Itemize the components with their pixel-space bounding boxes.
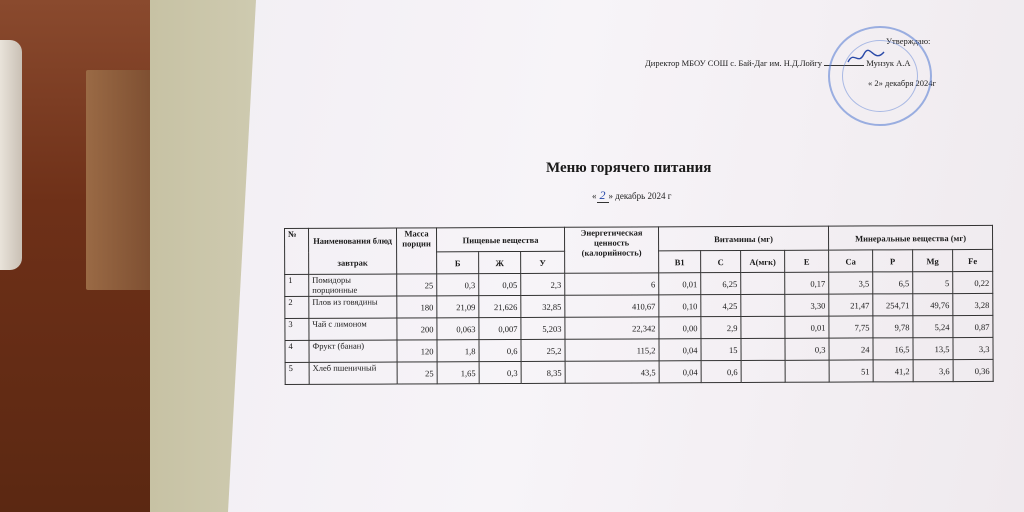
header-vitamins: Витамины (мг): [658, 226, 828, 251]
stamp-seal: [828, 26, 932, 126]
cell-p: 16,5: [873, 338, 913, 360]
cell-b1: 0,04: [659, 361, 701, 383]
header-sub: C: [701, 251, 741, 273]
cell-fe: 0,36: [953, 359, 993, 381]
cell-b1: 0,01: [659, 273, 701, 295]
cell-energy: 43,5: [565, 361, 659, 383]
cell-b: 0,3: [437, 274, 479, 296]
cell-b1: 0,04: [659, 339, 701, 361]
cell-e: 0,01: [785, 316, 829, 338]
cell-c: 2,9: [701, 317, 741, 339]
cell-ca: 51: [829, 360, 873, 382]
cell-mass: 180: [397, 296, 437, 318]
cell-ca: 7,75: [829, 316, 873, 338]
approve-label: Утверждаю:: [886, 36, 931, 46]
cell-num: 5: [285, 362, 309, 384]
cell-num: 3: [285, 318, 309, 340]
menu-table: [284, 225, 994, 385]
cell-u: 2,3: [521, 273, 565, 295]
cell-zh: 0,007: [479, 317, 521, 339]
cell-p: 6,5: [873, 272, 913, 294]
cell-num: 2: [285, 296, 309, 318]
header-sub: Mg: [913, 250, 953, 272]
cell-mg: 49,76: [913, 294, 953, 316]
cell-p: 254,71: [873, 294, 913, 316]
cell-zh: 0,6: [479, 339, 521, 361]
cell-b: 1,65: [437, 362, 479, 384]
cell-e: 0,3: [785, 338, 829, 360]
date-close-quote: »: [608, 191, 613, 201]
cell-c: 6,25: [701, 273, 741, 295]
date-open-quote: «: [592, 191, 597, 201]
cell-mg: 13,5: [913, 338, 953, 360]
cell-energy: 410,67: [565, 295, 659, 317]
cell-ca: 21,47: [829, 294, 873, 316]
table-row: [285, 293, 993, 318]
header-nutrients: Пищевые вещества: [437, 227, 565, 252]
cell-e: [785, 360, 829, 382]
cell-e: 3,30: [785, 294, 829, 316]
cell-mg: 3,6: [913, 360, 953, 382]
header-sub: P: [873, 250, 913, 272]
cell-mass: 200: [397, 318, 437, 340]
cell-name: Фрукт (банан): [309, 340, 397, 362]
cell-mass: 25: [397, 362, 437, 384]
header-mass: Масса порции: [397, 228, 437, 274]
table-row: [285, 337, 993, 362]
header-sub: Fe: [953, 249, 993, 271]
table-row: [285, 315, 993, 340]
header-sub: У: [521, 251, 565, 273]
cell-b1: 0,00: [659, 317, 701, 339]
cell-u: 25,2: [521, 339, 565, 361]
cell-c: 0,6: [701, 361, 741, 383]
header-meal: завтрак: [309, 252, 397, 274]
cell-b: 21,09: [437, 296, 479, 318]
page-title: Меню горячего питания: [546, 160, 712, 176]
cell-energy: 6: [565, 273, 659, 295]
cell-zh: 21,626: [479, 295, 521, 317]
header-minerals: Минеральные вещества (мг): [828, 225, 992, 250]
cell-mass: 25: [397, 274, 437, 296]
cell-fe: 3,28: [953, 293, 993, 315]
cell-zh: 0,3: [479, 361, 521, 383]
cell-zh: 0,05: [479, 273, 521, 295]
cell-ca: 3,5: [829, 272, 873, 294]
cell-c: 4,25: [701, 295, 741, 317]
header-sub: Б: [437, 252, 479, 274]
cell-p: 9,78: [873, 316, 913, 338]
cell-a: [741, 316, 785, 338]
signature-icon: [846, 46, 886, 68]
cell-fe: 0,22: [953, 271, 993, 293]
cell-u: 5,203: [521, 317, 565, 339]
cell-u: 32,85: [521, 295, 565, 317]
cell-e: 0,17: [785, 272, 829, 294]
cell-name: Чай с лимоном: [309, 318, 397, 340]
cell-mg: 5,24: [913, 316, 953, 338]
header-sub: Ca: [829, 250, 873, 272]
cell-mg: 5: [913, 272, 953, 294]
cell-energy: 22,342: [565, 317, 659, 339]
director-name: Мунзук А.А: [866, 58, 911, 68]
approve-date: « 2» декабря 2024г: [868, 78, 936, 88]
header-sub: Ж: [479, 251, 521, 273]
header-sub: A(мгк): [741, 250, 785, 272]
cell-b: 0,063: [437, 318, 479, 340]
cell-a: [741, 338, 785, 360]
cell-p: 41,2: [873, 360, 913, 382]
header-energy: Энергетическая ценность (калорийность): [564, 227, 658, 273]
header-sub: B1: [659, 251, 701, 273]
cell-b: 1,8: [437, 340, 479, 362]
background-frame: [86, 70, 156, 290]
table-row: [285, 271, 993, 296]
date-month-year: декабрь 2024 г: [615, 191, 672, 201]
cell-c: 15: [701, 339, 741, 361]
menu-date: [592, 188, 671, 203]
director-title: Директор МБОУ СОШ с. Бай-Даг им. Н.Д.Лойгу: [645, 58, 822, 68]
cell-a: [741, 360, 785, 382]
cell-name: Хлеб пшеничный: [309, 362, 397, 384]
cell-name: Плов из говядины: [309, 296, 397, 318]
cell-mass: 120: [397, 340, 437, 362]
cell-a: [741, 272, 785, 294]
cell-fe: 0,87: [953, 315, 993, 337]
background-light: [0, 40, 22, 270]
cell-u: 8,35: [521, 361, 565, 383]
cell-name: Помидоры порционные: [309, 274, 397, 296]
cell-fe: 3,3: [953, 337, 993, 359]
date-day: 2: [597, 188, 609, 203]
header-name: Наименования блюд: [309, 228, 397, 252]
cell-ca: 24: [829, 338, 873, 360]
cell-b1: 0,10: [659, 295, 701, 317]
header-sub: E: [785, 250, 829, 272]
table-row: [285, 359, 993, 384]
cell-energy: 115,2: [565, 339, 659, 361]
cell-num: 4: [285, 340, 309, 362]
header-num: №: [285, 228, 309, 274]
cell-num: 1: [285, 274, 309, 296]
cell-a: [741, 294, 785, 316]
